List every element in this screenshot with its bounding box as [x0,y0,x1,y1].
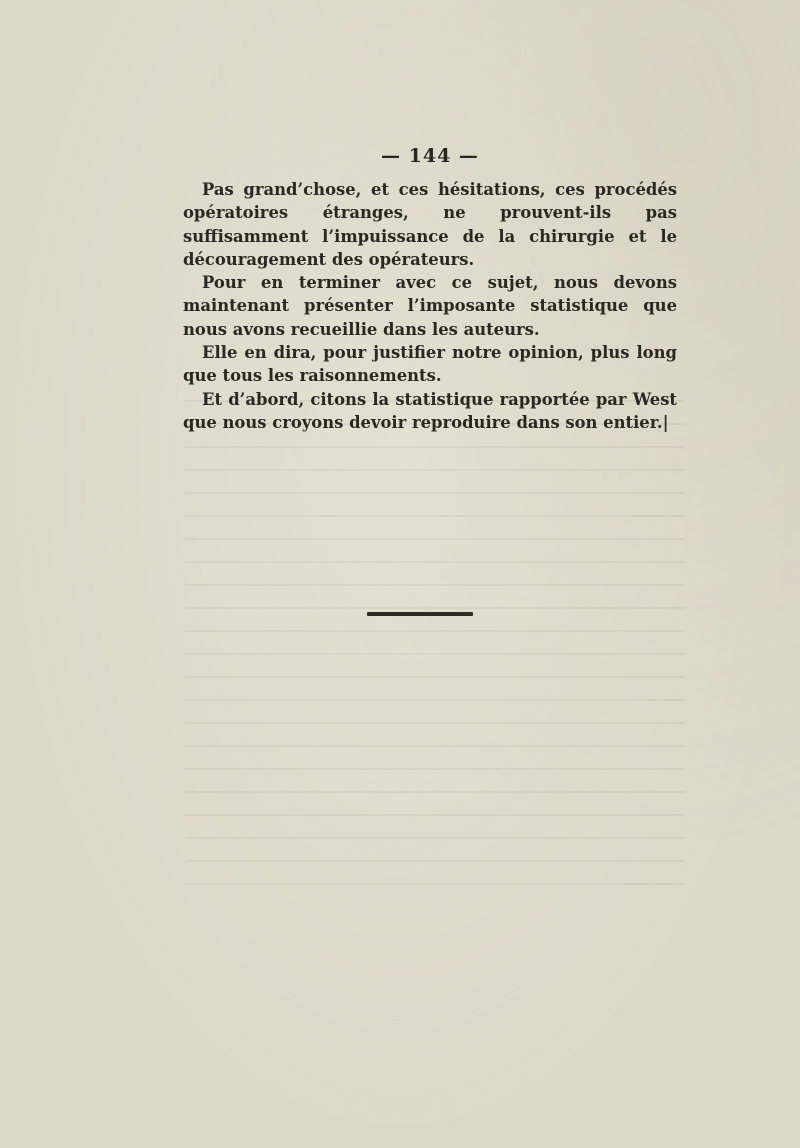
body-text [183,178,677,434]
paragraph-2: Pour en terminer avec ce sujet, nous devons maintenant présenter l’imposante statistique que nous avons recueillie dans les auteurs. [183,273,677,339]
section-divider-rule [367,612,473,616]
paragraph-4: Et d’abord, citons la statistique rapportée par West que nous croyons devoir reproduire dans son entier.| [183,389,677,432]
reverse-side-bleed-through [185,400,685,900]
paragraph-3: Elle en dira, pour justifier notre opinion, plus long que tous les raisonnements. [183,343,677,386]
paragraph-1: Pas grand’chose, et ces hésitations, ces procédés opératoires étranges, ne prouvent-ils pas suffisamment l’impuissance de la chirurgie et le découragement des opérateurs. [183,180,677,269]
page-number: — 144 — [381,145,479,167]
